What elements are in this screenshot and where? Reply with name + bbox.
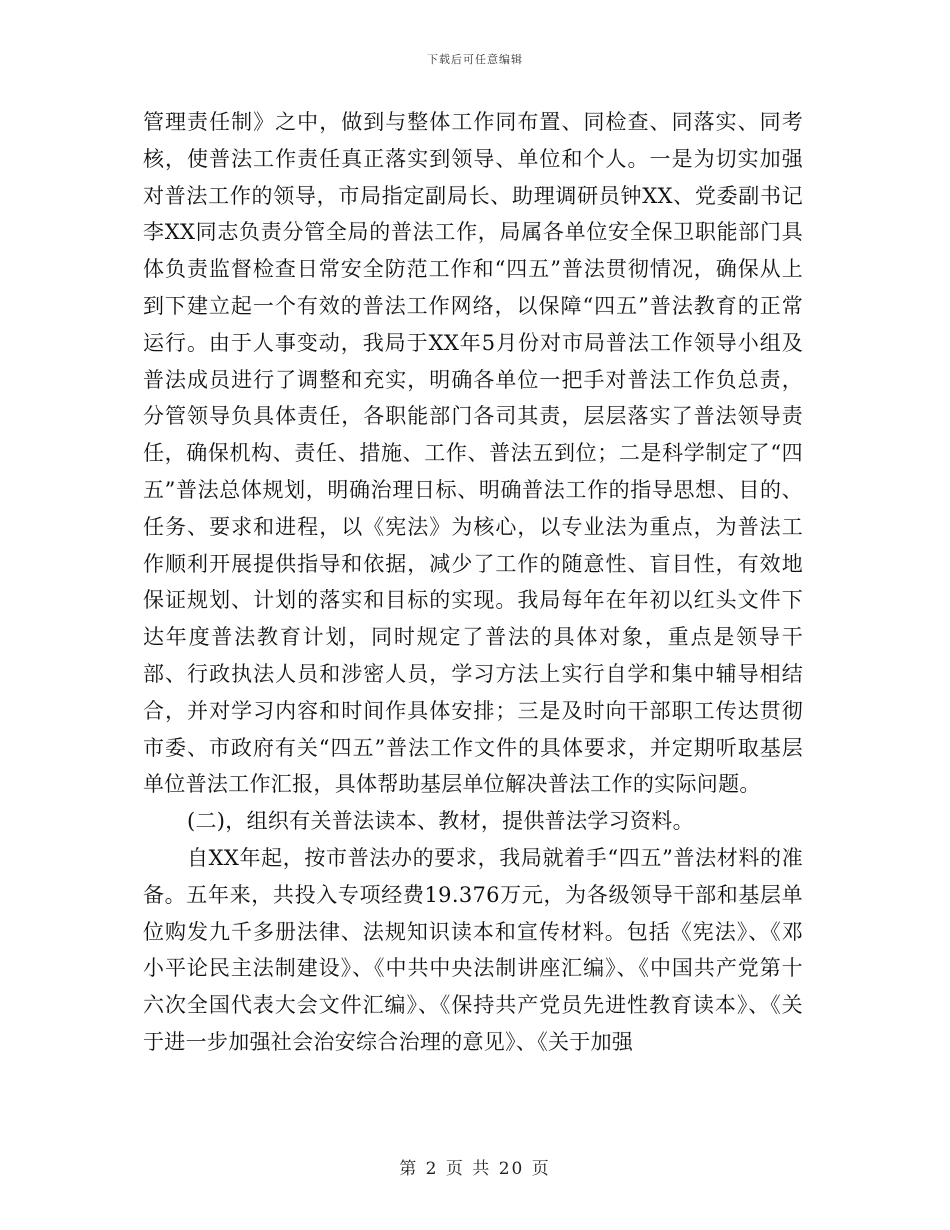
page-header-note: 下载后可任意编辑: [427, 53, 523, 66]
section-heading-2: (二)，组织有关普法读本、教材，提供普法学习资料。: [187, 809, 694, 834]
body-paragraph-materials: 自XX年起，按市普法办的要求，我局就着手“四五”普法材料的准备。五年来，共投入专项经费19.376万元，为各级领导干部和基层单位购发九千多册法律、法规知识读本和宣传材料。包括《宪法》、《邓小平论民主法制建设》、《中共中央法制讲座汇编》、《中国共产党第十六次全国代表大会文件汇编》、《保持共产党员先进性教育读本》、《关于进一步加强社会治安综合治理的意见》、《关于加强: [143, 845, 803, 1054]
body-paragraph-continuation: 管理责任制》之中，做到与整体工作同布置、同检查、同落实、同考核，使普法工作责任真正落实到领导、单位和个人。一是为切实加强对普法工作的领导，市局指定副局长、助理调研员钟XX、党委副书记李XX同志负责分管全局的普法工作，局属各单位安全保卫职能部门具体负责监督检查日常安全防范工作和“四五”普法贯彻情况，确保从上到下建立起一个有效的普法工作网络，以保障“四五”普法教育的正常运行。由于人事变动，我局于XX年5月份对市局普法工作领导小组及普法成员进行了调整和充实，明确各单位一把手对普法工作负总责，分管领导负具体责任，各职能部门各司其责，层层落实了普法领导责任，确保机构、责任、措施、工作、普法五到位；二是科学制定了“四五”普法总体规划，明确治理日标、明确普法工作的指导思想、目的、任务、要求和进程，以《宪法》为核心，以专业法为重点，为普法工作顺利开展提供指导和依据，减少了工作的随意性、盲目性，有效地保证规划、计划的落实和目标的实现。我局每年在年初以红头文件下达年度普法教育计划，同时规定了普法的具体对象，重点是领导干部、行政执法人员和涉密人员，学习方法上实行自学和集中辅导相结合，并对学习内容和时间作具体安排；三是及时向干部职工传达贯彻市委、市政府有关“四五”普法工作文件的具体要求，并定期听取基层单位普法工作汇报，具体帮助基层单位解决普法工作的实际问题。: [143, 110, 803, 797]
document-body: [143, 104, 803, 1061]
page-number-footer: 第 2 页 共 20 页: [399, 1159, 551, 1179]
